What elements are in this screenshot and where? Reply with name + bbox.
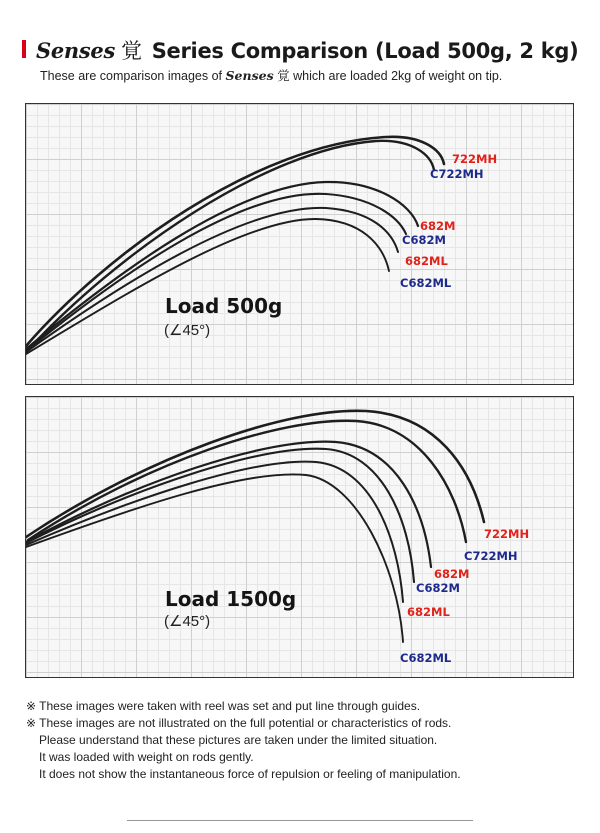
subtitle-text-end: which are loaded 2kg of weight on tip. [293,69,503,83]
title-accent-bar [22,40,26,58]
footnotes [26,698,461,783]
note-line: It does not show the instantaneous force of repulsion or feeling of manipulation. [39,767,461,781]
rod-label-722mh: 722MH [452,152,498,166]
load-label-500g: Load 500g [165,294,283,318]
rod-label-c722mh: C722MH [430,167,484,181]
subtitle-text-start: These are comparison images of [40,69,223,83]
note-line: Please understand that these pictures are taken under the limited situation. [39,733,438,747]
title-text: Series Comparison (Load 500g, 2 kg) [151,39,579,63]
rod-label-722mh: 722MH [484,527,530,541]
brand-logo: Senses [36,38,116,63]
rod-label-682ml: 682ML [405,254,448,268]
subtitle-kanji: 覚 [277,69,290,83]
note-line: ※ These images are not illustrated on the full potential or characteristics of rods. [26,716,452,730]
page-subtitle [40,66,502,84]
rod-label-c722mh: C722MH [464,549,518,563]
rod-label-c682m: C682M [402,233,446,247]
page-title [36,35,578,65]
bottom-divider [127,820,473,821]
rod-label-682m: 682M [434,567,470,581]
subtitle-brand: Senses [225,68,274,83]
load-1500g-photo [25,396,574,678]
angle-label-1500g: (∠45°) [164,613,211,630]
rod-curves-500g [26,104,574,385]
rod-label-c682ml: C682ML [400,276,452,290]
rod-label-c682m: C682M [416,581,460,595]
brand-kanji: 覚 [121,39,142,63]
angle-label-500g: (∠45°) [164,322,211,339]
rod-label-682ml: 682ML [407,605,450,619]
rod-label-c682ml: C682ML [400,651,452,665]
note-line: It was loaded with weight on rods gently. [39,750,254,764]
load-500g-photo [25,103,574,385]
rod-label-682m: 682M [420,219,456,233]
note-line: ※ These images were taken with reel was set and put line through guides. [26,699,421,713]
load-label-1500g: Load 1500g [165,587,297,611]
